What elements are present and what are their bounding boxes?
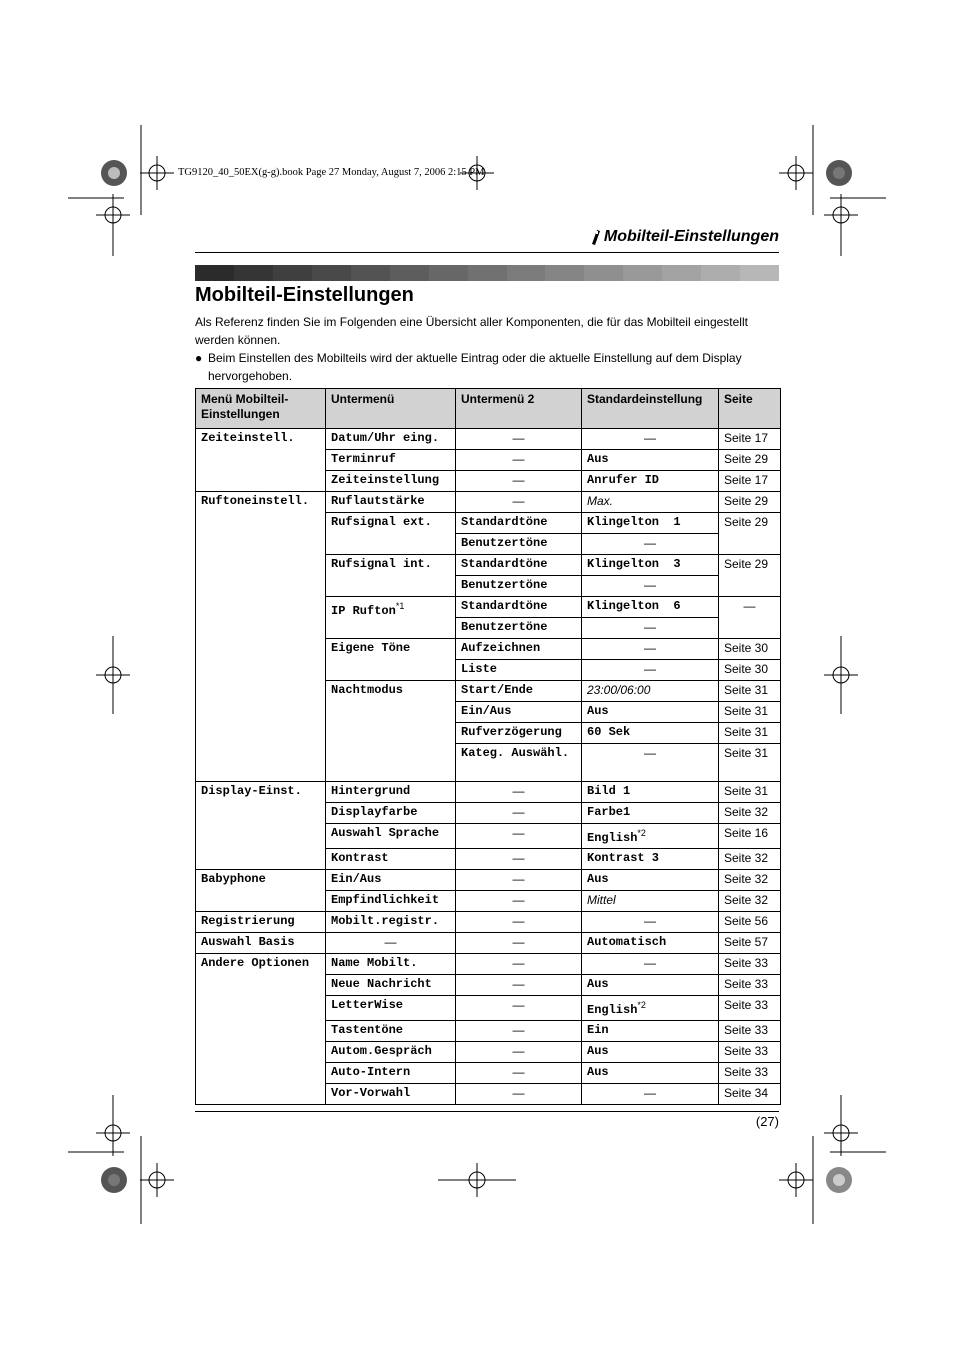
running-header	[590, 228, 779, 246]
page-cell: Seite 32	[719, 803, 781, 824]
running-header-text: Mobilteil-Einstellungen	[603, 228, 779, 245]
page-number: (27)	[755, 1114, 779, 1129]
intro-block	[195, 313, 785, 385]
page-cell: Seite 33	[719, 996, 781, 1021]
bullet-text: Beim Einstellen des Mobilteils wird der aktuelle Eintrag oder die aktuelle Einstellung auf dem Display hervorgehoben.	[208, 351, 742, 383]
default-cell	[582, 824, 719, 849]
default-cell: Automatisch	[582, 933, 719, 954]
submenu-label: IP Rufton	[331, 604, 396, 618]
submenu-cell: Empfindlichkeit	[326, 891, 456, 912]
bullet-dot-icon: ●	[195, 351, 203, 365]
submenu2-cell: —	[456, 912, 582, 933]
page-cell: Seite 29	[719, 492, 781, 513]
submenu-cell: LetterWise	[326, 996, 456, 1021]
submenu-cell: Tastentöne	[326, 1021, 456, 1042]
page-cell: Seite 31	[719, 723, 781, 744]
submenu2-cell: Ein/Aus	[456, 702, 582, 723]
submenu2-cell: —	[456, 849, 582, 870]
default-cell: —	[582, 534, 719, 555]
page-cell: Seite 34	[719, 1084, 781, 1105]
default-cell: Aus	[582, 870, 719, 891]
page-cell: Seite 17	[719, 471, 781, 492]
footer-rule	[195, 1111, 779, 1112]
footnote-mark: *1	[395, 601, 405, 611]
page-cell: Seite 29	[719, 450, 781, 471]
page-cell: Seite 30	[719, 660, 781, 681]
table-row	[196, 782, 781, 803]
submenu2-cell: —	[456, 450, 582, 471]
submenu2-cell: —	[456, 975, 582, 996]
handset-icon	[590, 230, 601, 245]
submenu2-cell: —	[456, 996, 582, 1021]
default-value: English	[587, 831, 638, 845]
submenu2-cell: —	[456, 1042, 582, 1063]
page-cell: Seite 16	[719, 824, 781, 849]
page-cell: Seite 17	[719, 429, 781, 450]
section-gradient-bar	[195, 265, 779, 281]
default-cell: Klingelton 3	[582, 555, 719, 576]
footnote-mark: *2	[637, 828, 646, 838]
page-cell: Seite 33	[719, 1042, 781, 1063]
submenu2-cell: —	[456, 954, 582, 975]
submenu2-cell: Benutzertöne	[456, 576, 582, 597]
default-cell	[582, 996, 719, 1021]
default-cell: Klingelton 6	[582, 597, 719, 618]
default-cell: —	[582, 912, 719, 933]
page-cell: Seite 32	[719, 870, 781, 891]
submenu2-cell: Aufzeichnen	[456, 639, 582, 660]
default-cell: Mittel	[582, 891, 719, 912]
footnote-mark: *2	[637, 1000, 646, 1010]
page-cell: Seite 31	[719, 782, 781, 803]
submenu-cell: —	[326, 933, 456, 954]
submenu2-cell: Benutzertöne	[456, 618, 582, 639]
submenu2-cell: —	[456, 471, 582, 492]
submenu-cell: Hintergrund	[326, 782, 456, 803]
page-title: Mobilteil-Einstellungen	[195, 284, 414, 306]
submenu2-cell: Benutzertöne	[456, 534, 582, 555]
default-value: English	[587, 1003, 638, 1017]
table-row	[196, 933, 781, 954]
submenu-cell: Mobilt.registr.	[326, 912, 456, 933]
submenu-cell: Auto-Intern	[326, 1063, 456, 1084]
submenu-cell: Ruflautstärke	[326, 492, 456, 513]
submenu2-cell: —	[456, 782, 582, 803]
submenu2-cell: —	[456, 803, 582, 824]
submenu-cell: Zeiteinstellung	[326, 471, 456, 492]
default-cell: —	[582, 1084, 719, 1105]
default-cell: —	[582, 954, 719, 975]
page-cell: Seite 29	[719, 513, 781, 555]
table-row	[196, 954, 781, 975]
menu-cell: Display-Einst.	[196, 782, 326, 870]
submenu-cell: Rufsignal int.	[326, 555, 456, 597]
print-info-line: TG9120_40_50EX(g-g).book Page 27 Monday, August 7, 2006 2:15 PM	[178, 167, 485, 178]
page-cell: Seite 31	[719, 744, 781, 782]
menu-cell: Registrierung	[196, 912, 326, 933]
default-cell: Bild 1	[582, 782, 719, 803]
table-row	[196, 870, 781, 891]
submenu2-cell: Liste	[456, 660, 582, 681]
page-cell: Seite 57	[719, 933, 781, 954]
submenu-cell: Neue Nachricht	[326, 975, 456, 996]
intro-text: Als Referenz finden Sie im Folgenden eine Übersicht aller Komponenten, die für das Mobilteil eingestellt werden können.	[195, 315, 748, 347]
submenu2-cell: Rufverzögerung	[456, 723, 582, 744]
page-cell: Seite 33	[719, 1063, 781, 1084]
page-cell: Seite 31	[719, 681, 781, 702]
submenu-cell: Name Mobilt.	[326, 954, 456, 975]
default-cell: Anrufer ID	[582, 471, 719, 492]
default-cell: 23:00/06:00	[582, 681, 719, 702]
menu-cell: Andere Optionen	[196, 954, 326, 1105]
page-cell: Seite 32	[719, 891, 781, 912]
submenu2-cell: —	[456, 429, 582, 450]
table-header-row	[196, 389, 781, 429]
submenu2-cell: —	[456, 1084, 582, 1105]
header-cell: Standardeinstellung	[582, 389, 719, 429]
submenu2-cell: Start/Ende	[456, 681, 582, 702]
submenu2-cell: —	[456, 824, 582, 849]
submenu2-cell: Standardtöne	[456, 597, 582, 618]
default-cell: Kontrast 3	[582, 849, 719, 870]
default-cell: —	[582, 660, 719, 681]
submenu-cell: Eigene Töne	[326, 639, 456, 681]
header-cell: Untermenü	[326, 389, 456, 429]
table-row	[196, 912, 781, 933]
page-cell: —	[719, 597, 781, 639]
submenu-cell: Displayfarbe	[326, 803, 456, 824]
menu-cell: Auswahl Basis	[196, 933, 326, 954]
header-cell: Seite	[719, 389, 781, 429]
default-cell: —	[582, 744, 719, 782]
default-cell: —	[582, 639, 719, 660]
menu-cell: Babyphone	[196, 870, 326, 912]
default-cell: Max.	[582, 492, 719, 513]
page-cell: Seite 33	[719, 954, 781, 975]
page-cell: Seite 56	[719, 912, 781, 933]
default-cell: Aus	[582, 1063, 719, 1084]
submenu2-cell: —	[456, 492, 582, 513]
page-cell: Seite 30	[719, 639, 781, 660]
submenu2-cell: —	[456, 891, 582, 912]
header-cell: Menü Mobilteil-Einstellungen	[196, 389, 326, 429]
page-cell: Seite 33	[719, 1021, 781, 1042]
default-cell: Klingelton 1	[582, 513, 719, 534]
bullet-item	[195, 349, 785, 385]
default-cell: Aus	[582, 702, 719, 723]
page-cell: Seite 32	[719, 849, 781, 870]
submenu-cell	[326, 597, 456, 639]
submenu-cell: Nachtmodus	[326, 681, 456, 782]
page-cell: Seite 31	[719, 702, 781, 723]
header-rule	[195, 252, 779, 253]
submenu-cell: Kontrast	[326, 849, 456, 870]
default-cell: 60 Sek	[582, 723, 719, 744]
submenu2-cell: Kateg. Auswähl.	[456, 744, 582, 782]
default-cell: —	[582, 429, 719, 450]
default-cell: —	[582, 576, 719, 597]
default-cell: Farbe1	[582, 803, 719, 824]
table-row	[196, 492, 781, 513]
submenu-cell: Autom.Gespräch	[326, 1042, 456, 1063]
default-cell: —	[582, 618, 719, 639]
settings-table	[195, 388, 781, 1105]
submenu2-cell: Standardtöne	[456, 555, 582, 576]
submenu2-cell: Standardtöne	[456, 513, 582, 534]
submenu-cell: Rufsignal ext.	[326, 513, 456, 555]
table-row	[196, 429, 781, 450]
submenu-cell: Ein/Aus	[326, 870, 456, 891]
default-cell: Aus	[582, 975, 719, 996]
submenu2-cell: —	[456, 870, 582, 891]
page-cell: Seite 33	[719, 975, 781, 996]
submenu2-cell: —	[456, 933, 582, 954]
page-cell: Seite 29	[719, 555, 781, 597]
submenu2-cell: —	[456, 1063, 582, 1084]
header-cell: Untermenü 2	[456, 389, 582, 429]
default-cell: Aus	[582, 1042, 719, 1063]
default-cell: Ein	[582, 1021, 719, 1042]
submenu-cell: Terminruf	[326, 450, 456, 471]
submenu-cell: Auswahl Sprache	[326, 824, 456, 849]
submenu-cell: Vor-Vorwahl	[326, 1084, 456, 1105]
menu-cell: Ruftoneinstell.	[196, 492, 326, 782]
default-cell: Aus	[582, 450, 719, 471]
menu-cell: Zeiteinstell.	[196, 429, 326, 492]
submenu-cell: Datum/Uhr eing.	[326, 429, 456, 450]
submenu2-cell: —	[456, 1021, 582, 1042]
